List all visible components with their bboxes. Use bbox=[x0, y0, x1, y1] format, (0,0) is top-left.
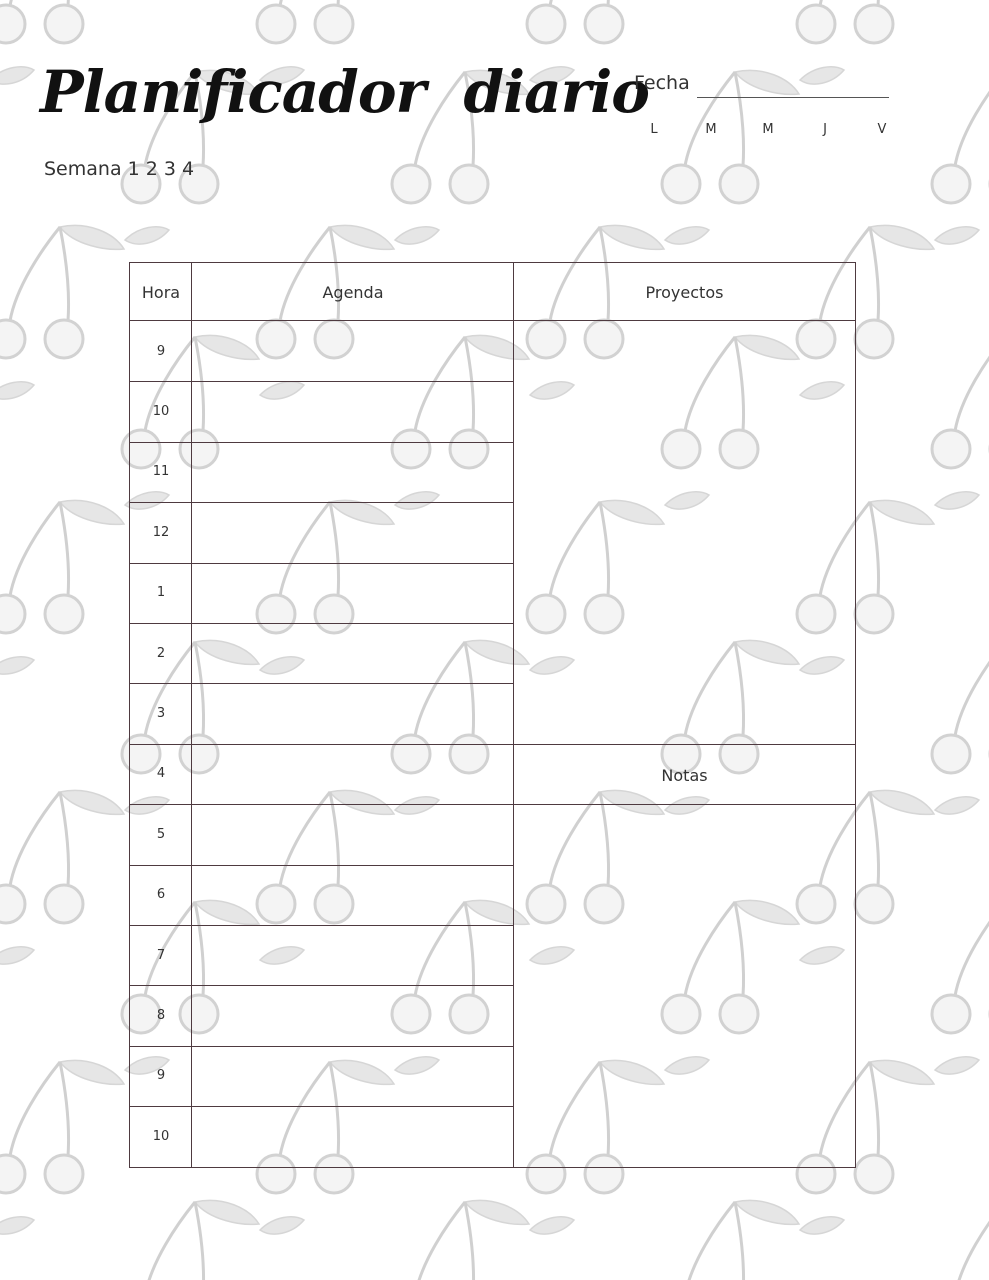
agenda-slot[interactable] bbox=[192, 381, 513, 441]
projects-area[interactable] bbox=[514, 321, 855, 743]
agenda-column-header: Agenda bbox=[322, 282, 384, 302]
cherry-icon bbox=[932, 900, 989, 1074]
cherry-icon bbox=[932, 335, 989, 509]
agenda-slot[interactable] bbox=[192, 925, 513, 985]
cherry-icon bbox=[662, 1200, 799, 1280]
agenda-slot[interactable] bbox=[192, 744, 513, 804]
hour-label: 8 bbox=[156, 1008, 166, 1024]
cherry-icon bbox=[122, 1200, 259, 1280]
hour-label: 1 bbox=[156, 585, 166, 601]
cherry-icon bbox=[932, 1200, 989, 1280]
planner-table bbox=[129, 262, 856, 1168]
hour-label: 9 bbox=[156, 343, 166, 359]
cherry-icon bbox=[392, 1200, 529, 1280]
agenda-slot[interactable] bbox=[192, 321, 513, 381]
weekday-row bbox=[640, 122, 896, 137]
cherry-icon bbox=[0, 500, 124, 674]
date-label: Fecha bbox=[634, 72, 690, 94]
cherry-icon bbox=[932, 640, 989, 814]
agenda-slot[interactable] bbox=[192, 865, 513, 925]
cherry-icon bbox=[0, 225, 124, 399]
hour-label: 2 bbox=[156, 645, 166, 661]
agenda-slot[interactable] bbox=[192, 1106, 513, 1166]
notes-area[interactable] bbox=[514, 805, 855, 1167]
hour-label: 9 bbox=[156, 1068, 166, 1084]
agenda-slot[interactable] bbox=[192, 563, 513, 623]
hour-label: 7 bbox=[156, 947, 166, 963]
agenda-slot[interactable] bbox=[192, 804, 513, 864]
hour-label: 5 bbox=[156, 826, 166, 842]
cherry-icon bbox=[797, 0, 934, 84]
cherry-icon bbox=[0, 1060, 124, 1234]
agenda-slot[interactable] bbox=[192, 985, 513, 1045]
cherry-icon bbox=[932, 70, 989, 244]
week-selector-label: Semana 1 2 3 4 bbox=[44, 158, 195, 180]
weekday-wednesday[interactable]: M bbox=[762, 122, 774, 137]
hour-label: 10 bbox=[152, 404, 170, 420]
hour-column-header: Hora bbox=[141, 282, 181, 302]
agenda-slot[interactable] bbox=[192, 442, 513, 502]
agenda-slot[interactable] bbox=[192, 1046, 513, 1106]
weekday-friday[interactable]: V bbox=[877, 122, 887, 137]
hour-label: 11 bbox=[152, 464, 170, 480]
agenda-slot[interactable] bbox=[192, 502, 513, 562]
hour-label: 6 bbox=[156, 887, 166, 903]
weekday-monday[interactable]: L bbox=[650, 122, 658, 137]
weekday-tuesday[interactable]: M bbox=[705, 122, 717, 137]
projects-column-header: Proyectos bbox=[645, 282, 724, 302]
hour-label: 12 bbox=[152, 524, 170, 540]
notes-section-header: Notas bbox=[661, 765, 708, 785]
page-title: Planificador diario bbox=[40, 58, 649, 126]
cherry-icon bbox=[0, 790, 124, 964]
date-entry-line[interactable] bbox=[697, 97, 889, 98]
weekday-thursday[interactable]: J bbox=[823, 122, 827, 137]
hour-label: 10 bbox=[152, 1128, 170, 1144]
agenda-slot[interactable] bbox=[192, 623, 513, 683]
hour-label: 3 bbox=[156, 706, 166, 722]
agenda-slot[interactable] bbox=[192, 683, 513, 743]
hour-label: 4 bbox=[156, 766, 166, 782]
